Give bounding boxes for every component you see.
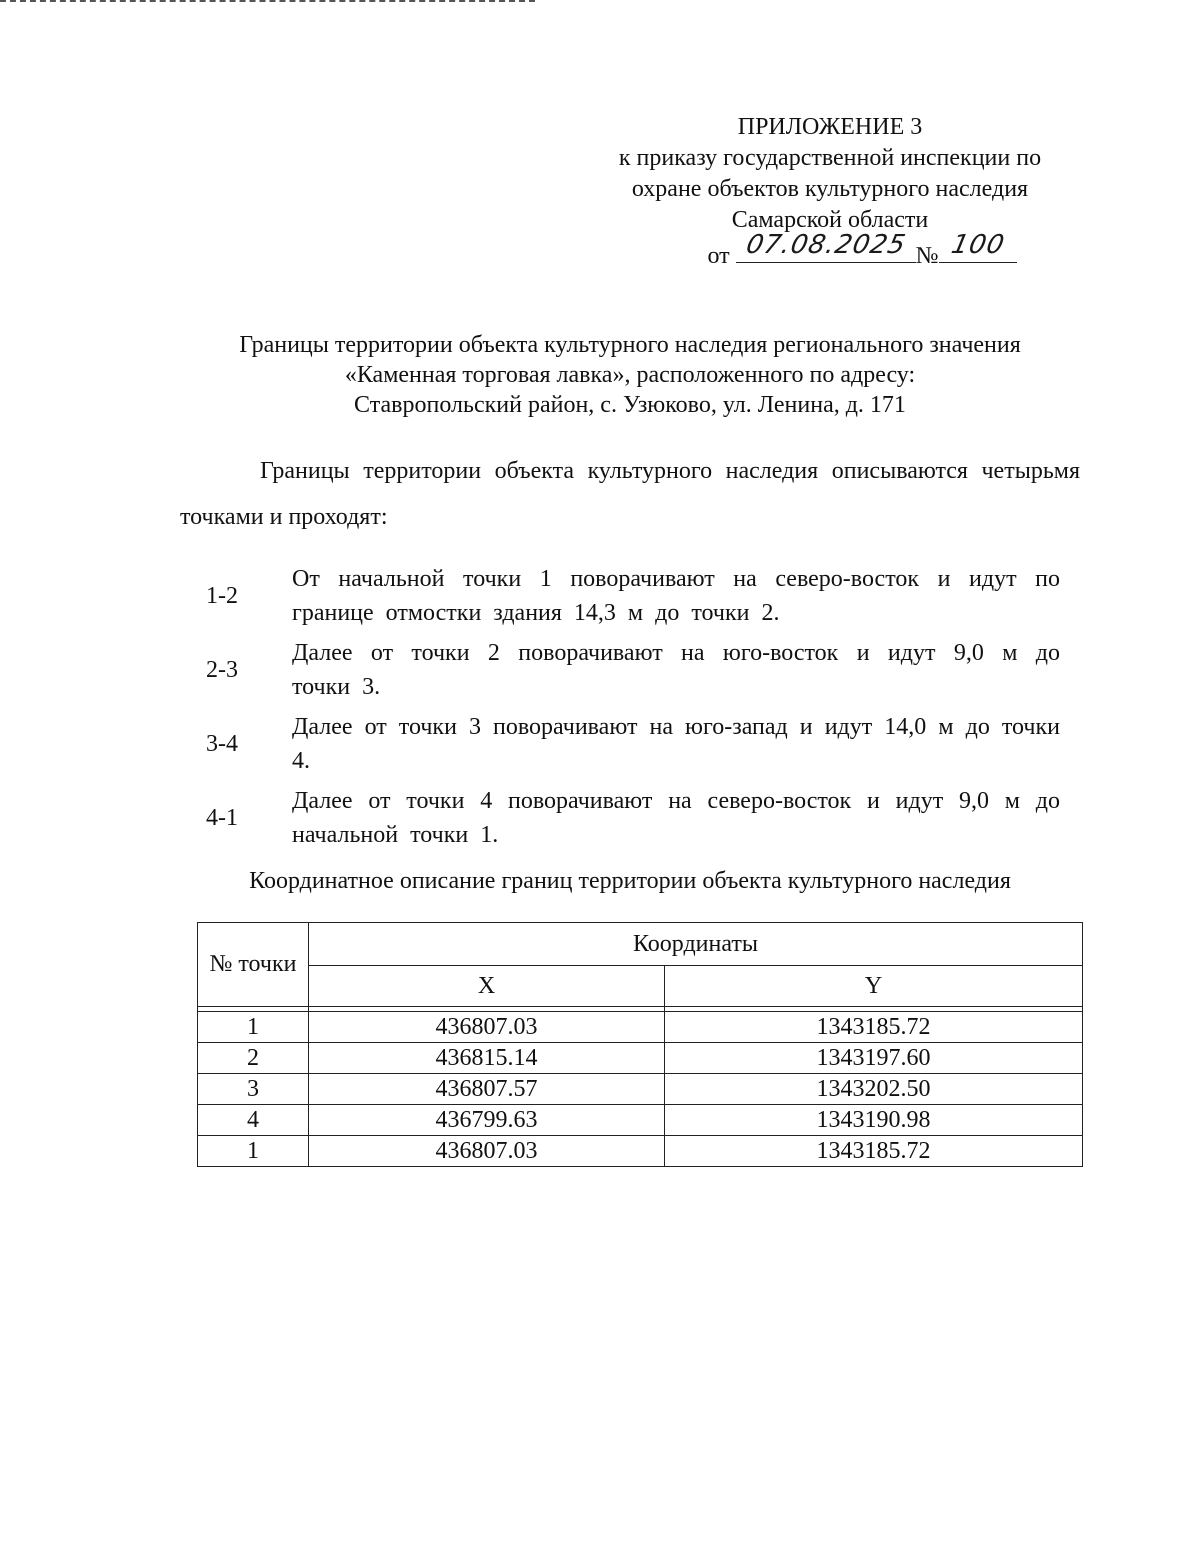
cell-y: 1343185.72 xyxy=(665,1012,1083,1043)
cell-x: 436807.03 xyxy=(309,1012,665,1043)
segment-text: Далее от точки 3 поворачивают на юго-запад и идут 14,0 м до точки 4. xyxy=(292,714,1060,774)
coordinates-table xyxy=(197,922,1083,1167)
title-line-3: Ставропольский район, с. Узюково, ул. Ленина, д. 171 xyxy=(354,392,906,418)
cell-point: 4 xyxy=(198,1105,309,1136)
appendix-line-2: охране объектов культурного наследия xyxy=(631,176,1029,202)
cell-x: 436815.14 xyxy=(309,1043,665,1074)
cell-y: 1343202.50 xyxy=(665,1074,1083,1105)
table-row xyxy=(198,1043,1083,1074)
number-label: № xyxy=(915,243,939,269)
title-line-1: Границы территории объекта культурного наследия регионального значения xyxy=(239,332,1021,358)
order-date-line xyxy=(560,230,1100,272)
cell-y: 1343185.72 xyxy=(665,1136,1083,1167)
header-coordinates: Координаты xyxy=(309,923,1083,966)
title-line-2: «Каменная торговая лавка», расположенного по адресу: xyxy=(344,362,916,388)
header-point-number: № точки xyxy=(198,923,309,1007)
segment-text: От начальной точки 1 поворачивают на северо-восток и идут по границе отмостки здания 14,3 м до точки 2. xyxy=(292,566,1060,626)
cell-y: 1343197.60 xyxy=(665,1043,1083,1074)
order-date-number xyxy=(707,230,1016,272)
segment-1-2 xyxy=(200,562,1060,630)
segment-text: Далее от точки 4 поворачивают на северо-восток и идут 9,0 м до начальной точки 1. xyxy=(292,788,1060,848)
cell-y: 1343190.98 xyxy=(665,1105,1083,1136)
segment-text: Далее от точки 2 поворачивают на юго-восток и идут 9,0 м до точки 3. xyxy=(292,640,1060,700)
segment-id: 1-2 xyxy=(206,583,238,609)
segment-2-3 xyxy=(200,636,1060,704)
document-title xyxy=(150,330,1110,420)
appendix-line-1: к приказу государственной инспекции по xyxy=(618,145,1042,171)
cell-point: 1 xyxy=(198,1012,309,1043)
header-y: Y xyxy=(665,966,1083,1007)
intro-paragraph xyxy=(180,448,1080,540)
segment-id: 2-3 xyxy=(206,657,238,683)
cell-point: 3 xyxy=(198,1074,309,1105)
table-row xyxy=(198,1136,1083,1167)
appendix-title: ПРИЛОЖЕНИЕ 3 xyxy=(737,114,923,140)
appendix-header xyxy=(560,112,1100,272)
handwritten-number: 100 xyxy=(948,230,1008,260)
cell-point: 1 xyxy=(198,1136,309,1167)
cell-x: 436807.03 xyxy=(309,1136,665,1167)
cell-x: 436807.57 xyxy=(309,1074,665,1105)
from-label: от xyxy=(707,243,730,269)
table-row xyxy=(198,1074,1083,1105)
segment-4-1 xyxy=(200,784,1060,852)
segment-3-4 xyxy=(200,710,1060,778)
table-header-row xyxy=(198,923,1083,966)
cell-x: 436799.63 xyxy=(309,1105,665,1136)
date-slot xyxy=(736,230,916,263)
top-dashed-line xyxy=(0,0,535,2)
table-subheader-row xyxy=(198,966,1083,1007)
number-slot xyxy=(939,230,1017,263)
segment-id: 3-4 xyxy=(206,731,238,757)
table-row xyxy=(198,1012,1083,1043)
intro-text: Границы территории объекта культурного наследия описываются четырьмя точками и проходят: xyxy=(180,458,1080,530)
boundary-segments xyxy=(200,562,1060,858)
coordinates-caption: Координатное описание границ территории объекта культурного наследия xyxy=(249,868,1011,894)
header-x: X xyxy=(309,966,665,1007)
segment-id: 4-1 xyxy=(206,805,238,831)
handwritten-date: 07.08.2025 xyxy=(743,230,909,260)
cell-point: 2 xyxy=(198,1043,309,1074)
appendix-line-3: Самарской области xyxy=(731,207,929,233)
table-row xyxy=(198,1105,1083,1136)
